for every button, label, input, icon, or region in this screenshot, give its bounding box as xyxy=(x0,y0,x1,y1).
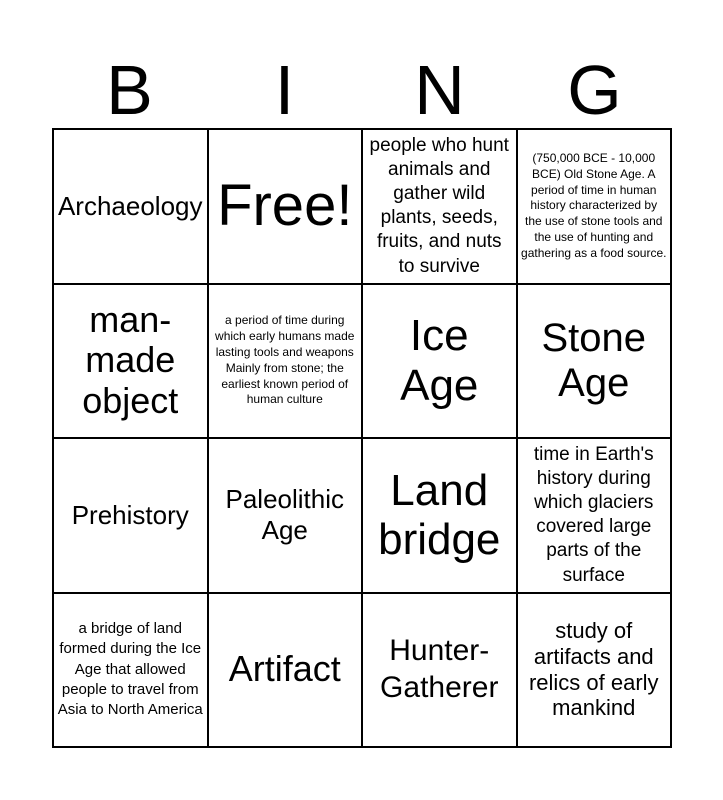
bingo-cell[interactable] xyxy=(517,129,672,284)
bingo-cell[interactable] xyxy=(53,438,208,593)
cell-text: (750,000 BCE - 10,000 BCE) Old Stone Age. A period of time in human history characterized by the use of stone tools and the use of hunting and gathering as a food source. xyxy=(521,150,667,260)
cell-text: time in Earth's history during which glaciers covered large parts of the surface xyxy=(533,443,654,586)
cell-text: a bridge of land formed during the Ice Age that allowed people to travel from Asia to North America xyxy=(57,620,203,719)
header-letter-b: B xyxy=(106,51,153,129)
cell-text: Artifact xyxy=(228,648,341,690)
bingo-cell[interactable] xyxy=(517,438,672,593)
cell-text: people who hunt animals and gather wild plants, seeds, fruits, and nuts to survive xyxy=(369,134,509,277)
cell-text: study of artifacts and relics of early mankind xyxy=(528,618,659,721)
bingo-cell[interactable] xyxy=(208,284,363,439)
header-letter-g: G xyxy=(567,51,622,129)
bingo-cell[interactable] xyxy=(208,593,363,748)
cell-text: a period of time during which early humans made lasting tools and weapons Mainly from stone; the earliest known period of human culture xyxy=(215,313,355,407)
header-letter-n: N xyxy=(414,51,465,129)
bingo-cell[interactable] xyxy=(53,284,208,439)
bingo-cell[interactable] xyxy=(208,438,363,593)
bingo-cell[interactable] xyxy=(517,284,672,439)
bingo-card-grid xyxy=(52,128,672,748)
cell-text: Archaeology xyxy=(57,190,203,221)
bingo-cell[interactable] xyxy=(53,129,208,284)
bingo-cell[interactable] xyxy=(517,593,672,748)
cell-text: Prehistory xyxy=(71,499,189,530)
cell-text: Ice Age xyxy=(400,311,479,410)
bingo-cell[interactable] xyxy=(362,438,517,593)
header-letter-i: I xyxy=(274,51,295,129)
bingo-cell[interactable] xyxy=(53,593,208,748)
cell-text: Land bridge xyxy=(378,465,501,565)
bingo-cell[interactable] xyxy=(362,129,517,284)
cell-text: man-made object xyxy=(82,298,179,422)
cell-text: Paleolithic Age xyxy=(225,484,344,546)
bingo-header xyxy=(52,52,672,128)
bingo-cell[interactable] xyxy=(362,593,517,748)
cell-text: Hunter-Gatherer xyxy=(380,634,499,704)
cell-text: Stone Age xyxy=(541,315,647,405)
bingo-cell[interactable] xyxy=(362,284,517,439)
bingo-cell-free[interactable] xyxy=(208,129,363,284)
cell-text: Free! xyxy=(217,173,353,239)
